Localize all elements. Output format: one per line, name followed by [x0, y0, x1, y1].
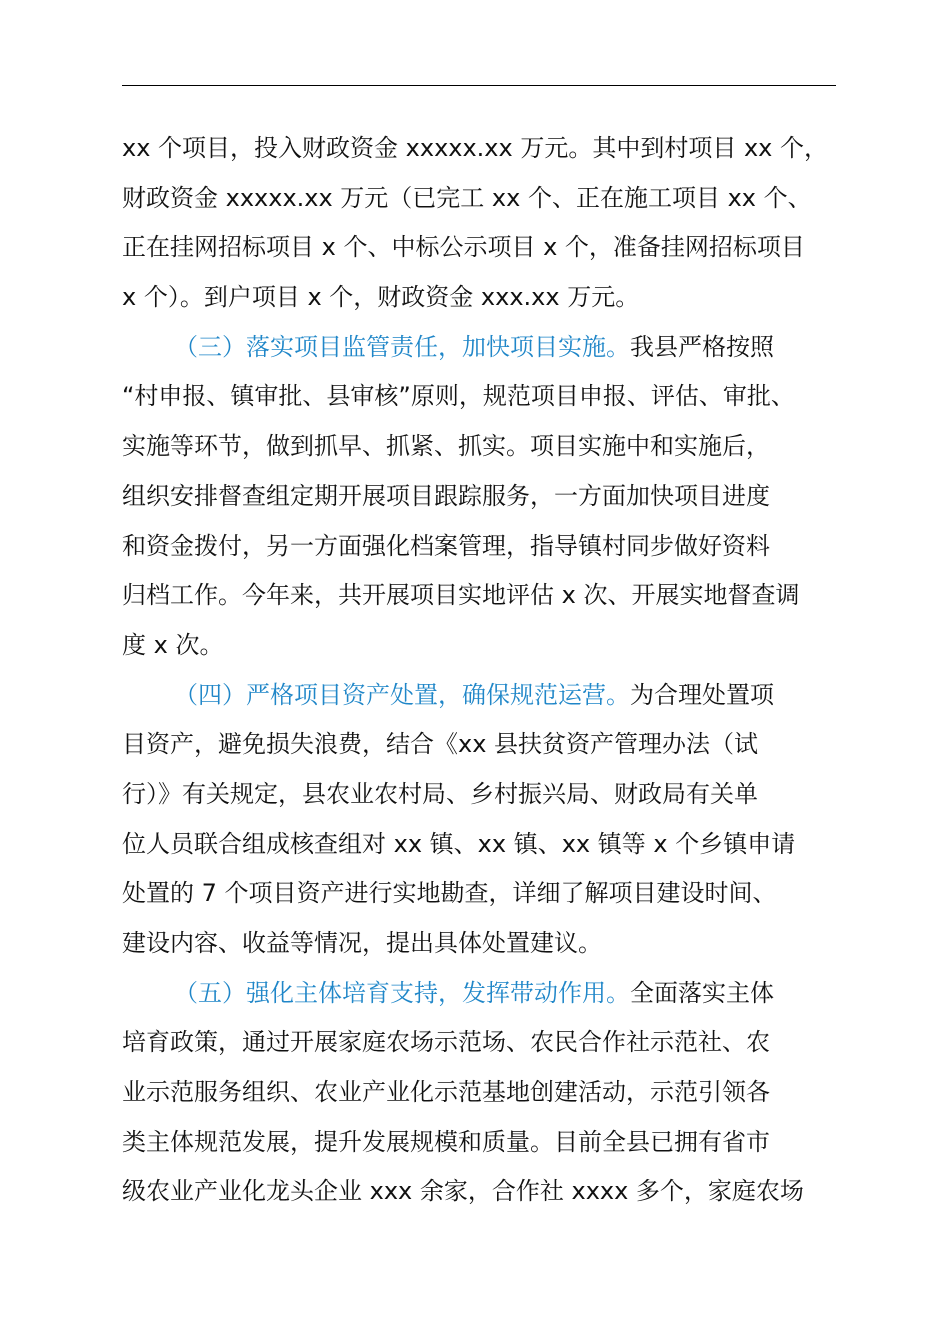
text-line: xx 个项目，投入财政资金 xxxxx.xx 万元。其中到村项目 xx 个，	[122, 134, 829, 162]
text-run: 全面落实主体	[630, 978, 774, 1007]
text-run: 为合理处置项	[630, 680, 774, 709]
section-heading-4: （四）严格项目资产处置，确保规范运营。	[174, 680, 630, 709]
text-line: 归档工作。今年来，共开展项目实地评估 x 次、开展实地督查调	[122, 581, 800, 610]
paragraph-first-line	[122, 671, 838, 721]
text-line: 位人员联合组成核查组对 xx 镇、xx 镇、xx 镇等 x 个乡镇申请	[122, 829, 796, 858]
text-line: 处置的 7 个项目资产进行实地勘查，详细了解项目建设时间、	[122, 879, 777, 908]
text-line: “村申报、镇审批、县审核”原则，规范项目申报、评估、审批、	[122, 382, 795, 411]
text-line: 财政资金 xxxxx.xx 万元（已完工 xx 个、正在施工项目 xx 个、	[122, 183, 812, 212]
text-line: 度 x 次。	[122, 630, 224, 659]
section-heading-3: （三）落实项目监管责任，加快项目实施。	[174, 332, 630, 361]
text-line: 级农业产业化龙头企业 xxx 余家，合作社 xxxx 多个，家庭农场	[122, 1177, 804, 1206]
text-line: 业示范服务组织、农业产业化示范基地创建活动，示范引领各	[122, 1078, 770, 1107]
text-run: 我县严格按照	[630, 332, 774, 361]
text-line: 目资产，避免损失浪费，结合《xx 县扶贫资产管理办法（试	[122, 730, 759, 759]
paragraph-first-line	[122, 969, 838, 1019]
text-line: 实施等环节，做到抓早、抓紧、抓实。项目实施中和实施后，	[122, 432, 770, 461]
paragraph-first-line	[122, 323, 838, 373]
text-line: 培育政策，通过开展家庭农场示范场、农民合作社示范社、农	[122, 1028, 770, 1057]
text-line: 和资金拨付，另一方面强化档案管理，指导镇村同步做好资料	[122, 531, 770, 560]
document-body	[122, 124, 838, 1217]
text-line: 类主体规范发展，提升发展规模和质量。目前全县已拥有省市	[122, 1127, 770, 1156]
text-line: 组织安排督查组定期开展项目跟踪服务，一方面加快项目进度	[122, 481, 770, 510]
section-heading-5: （五）强化主体培育支持，发挥带动作用。	[174, 978, 630, 1007]
text-line: 正在挂网招标项目 x 个、中标公示项目 x 个，准备挂网招标项目	[122, 233, 805, 262]
header-rule	[122, 85, 836, 86]
text-line: 行）》有关规定，县农业农村局、乡村振兴局、财政局有关单	[122, 779, 758, 808]
text-line: x 个）。到户项目 x 个，财政资金 xxx.xx 万元。	[122, 283, 640, 312]
text-line: 建设内容、收益等情况，提出具体处置建议。	[122, 929, 602, 957]
